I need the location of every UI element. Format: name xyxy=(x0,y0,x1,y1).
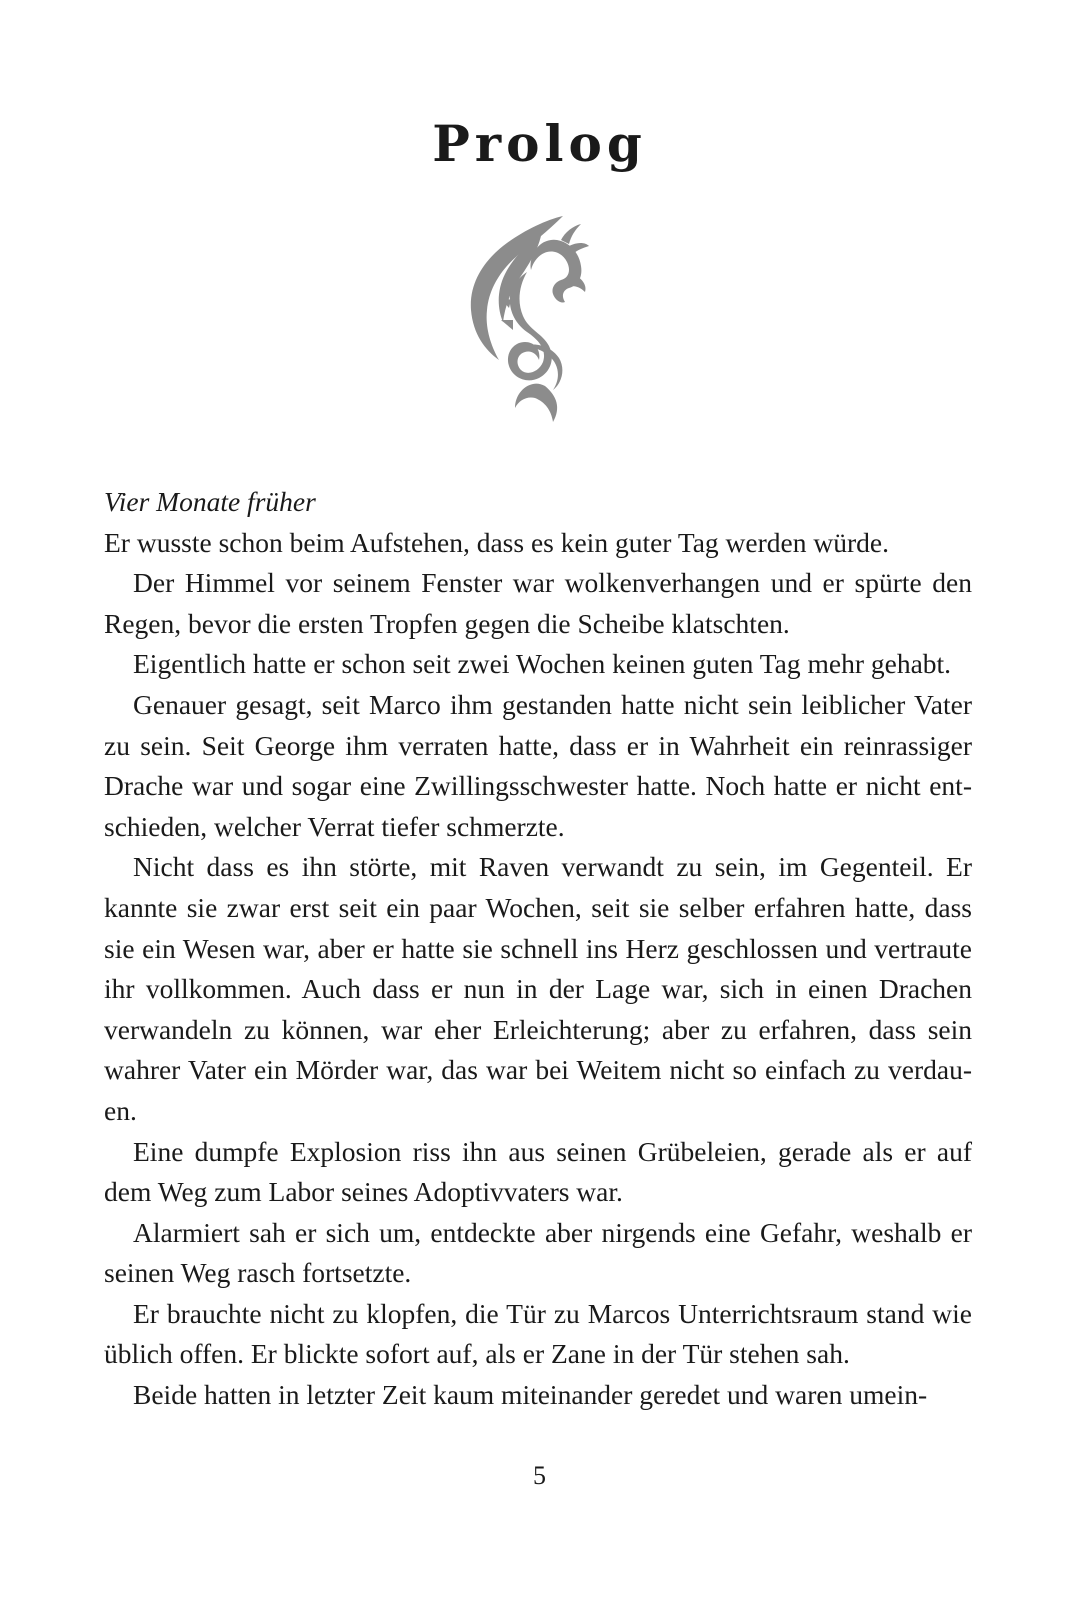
page-number: 5 xyxy=(533,1461,546,1490)
chapter-title: Prolog xyxy=(432,114,647,173)
dragon-ornament-icon xyxy=(465,210,590,425)
chapter-body xyxy=(104,482,972,1416)
paragraph: Alarmiert sah er sich um, entdeckte aber nirgends eine Gefahr, weshalb er seinen Weg rasch fortsetzte. xyxy=(104,1216,972,1289)
paragraph: Eigentlich hatte er schon seit zwei Wochen keinen guten Tag mehr gehabt. xyxy=(133,648,952,680)
paragraph: Der Himmel vor seinem Fenster war wolkenverhangen und er spürte den Regen, bevor die ersten Tropfen gegen die Scheibe klatschten. xyxy=(104,567,972,639)
time-marker: Vier Monate früher xyxy=(104,486,316,517)
paragraph: Genauer gesagt, seit Marco ihm gestanden hatte nicht sein leiblicher Vater zu sein. Seit George ihm verraten hatte, dass er in Wahrheit ein reinrassiger Drache war und sogar eine Zwillingsschwester hatte. Noch hatte er nicht entschieden, welcher Verrat tiefer schmerzte. xyxy=(104,688,972,842)
paragraph: Nicht dass es ihn störte, mit Raven verwandt zu sein, im Gegenteil. Er kannte sie zwar erst seit ein paar Wochen, seit sie selber erfahren hatte, dass sie ein Wesen war, aber er hatte sie schnell ins Herz geschlossen und vertraute ihr vollkommen. Auch dass er nun in der Lage war, sich in einen Drachen verwandeln zu können, war eher Erleichterung; aber zu erfahren, dass sein wahrer Vater ein Mörder war, das war bei Weitem nicht so einfach zu verdauen. xyxy=(104,851,972,1126)
paragraph: Er wusste schon beim Aufstehen, dass es kein guter Tag werden würde. xyxy=(104,526,889,558)
paragraph: Beide hatten in letzter Zeit kaum miteinander geredet und waren umein- xyxy=(133,1379,928,1411)
paragraph: Er brauchte nicht zu klopfen, die Tür zu Marcos Unterrichtsraum stand wie üblich offen. Er blickte sofort auf, als er Zane in der Tür stehen sah. xyxy=(104,1297,972,1370)
paragraph: Eine dumpfe Explosion riss ihn aus seinen Grübeleien, gerade als er auf dem Weg zum Labor seines Adoptivvaters war. xyxy=(104,1135,972,1208)
paragraph-list xyxy=(104,523,972,1416)
